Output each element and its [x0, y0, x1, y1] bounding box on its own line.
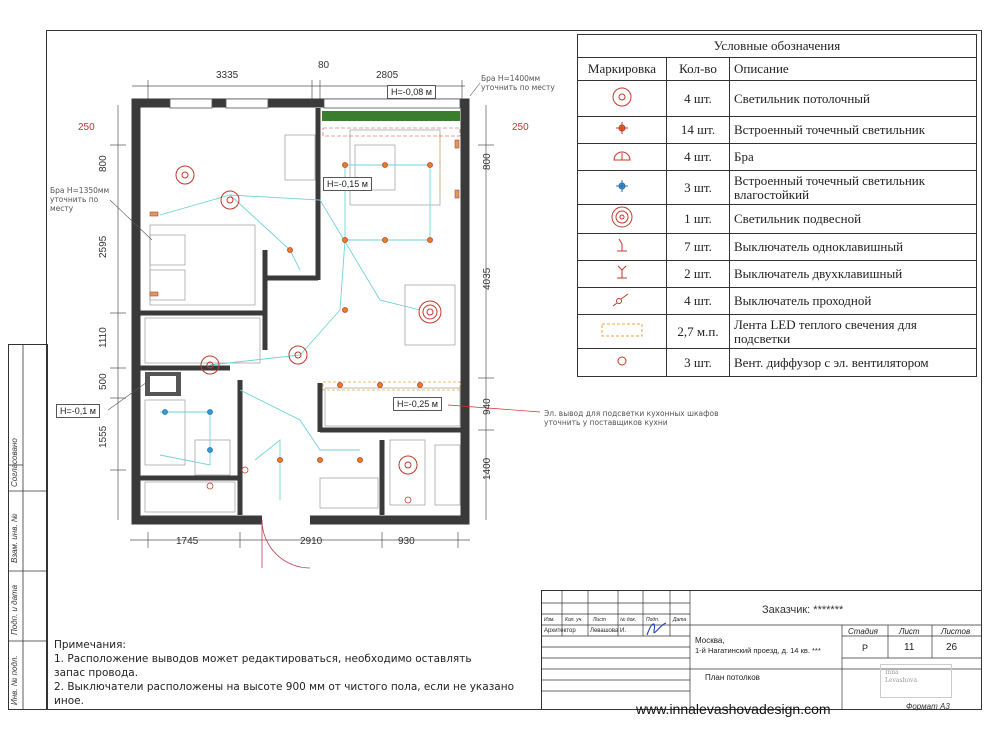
tb-address-2: 1-й Нагатинский проезд, д. 14 кв. ***: [695, 646, 821, 655]
legend-row: [578, 349, 977, 377]
wiring: [160, 165, 430, 500]
legend-desc: Светильник подвесной: [730, 205, 977, 234]
legend-desc: Лента LED теплого свечения для подсветки: [730, 315, 977, 349]
tb-address-1: Москва,: [695, 636, 725, 645]
height-mark-008: Н=-0,08 м: [387, 85, 436, 99]
tb-sheet-label: Лист: [899, 627, 920, 636]
led-strip-green: [322, 111, 460, 121]
dim-right-250: 250: [512, 122, 529, 133]
waterproof-spot-icon: [614, 178, 630, 194]
vent-diffuser-icon: [615, 354, 629, 368]
dim-top-1: 3335: [216, 70, 239, 81]
dim-right-1400: 1400: [482, 457, 493, 480]
legend-row: [578, 205, 977, 234]
dim-top-3: 2805: [376, 70, 399, 81]
legend-desc: Встроенный точечный светильник влагостойкий: [730, 171, 977, 205]
legend-desc: Выключатель двухклавишный: [730, 261, 977, 288]
legend-row: [578, 315, 977, 349]
legend-qty: 14 шт.: [667, 117, 730, 144]
legend-desc: Светильник потолочный: [730, 81, 977, 117]
stamp-agreed: Согласовано: [10, 438, 19, 487]
legend-row: [578, 261, 977, 288]
legend-qty: 4 шт.: [667, 144, 730, 171]
dim-bottom-2: 2910: [300, 536, 323, 547]
legend-qty: 3 шт.: [667, 349, 730, 377]
tb-role: Архитектор: [544, 628, 576, 634]
tb-h-izm: Изм.: [544, 617, 555, 623]
dim-top-2: 80: [318, 60, 330, 71]
legend-qty: 4 шт.: [667, 81, 730, 117]
website-url[interactable]: www.innalevashovadesign.com: [636, 701, 831, 717]
dim-right-940: 940: [482, 398, 493, 415]
legend-row: [578, 81, 977, 117]
height-mark-01: Н=-0,1 м: [56, 404, 100, 418]
tb-h-kol: Кол. уч.: [565, 617, 583, 623]
format-label: Формат А3: [906, 702, 950, 711]
dim-bottom-1: 1745: [176, 536, 199, 547]
legend-qty: 2,7 м.п.: [667, 315, 730, 349]
tb-h-list: Лист: [593, 617, 606, 623]
legend-row: [578, 288, 977, 315]
single-switch-icon: [614, 236, 630, 254]
legend-qty: 1 шт.: [667, 205, 730, 234]
tb-person: Левашова И.: [590, 628, 626, 634]
note-bra-1350: Бра Н=1350мм уточнить по месту: [50, 186, 110, 213]
pendant-light-icon: [610, 205, 634, 229]
interior-walls: [140, 108, 462, 515]
legend-desc: Вент. диффузор с эл. вентилятором: [730, 349, 977, 377]
legend-row: [578, 171, 977, 205]
wall-sconce-icon: [611, 148, 633, 162]
legend-qty: 7 шт.: [667, 234, 730, 261]
spot-light-icon: [614, 120, 630, 136]
tb-stage: Р: [862, 643, 869, 653]
legend-col-qty: Кол-во: [667, 58, 730, 81]
legend-desc: Выключатель проходной: [730, 288, 977, 315]
stamp-inv-orig: Инв. № подл.: [10, 655, 19, 705]
height-mark-025: Н=-0,25 м: [393, 397, 442, 411]
dim-left-1110: 1110: [98, 327, 109, 348]
furniture: [145, 130, 460, 512]
legend-desc: Выключатель одноклавишный: [730, 234, 977, 261]
tb-sheet-number: 11: [904, 642, 915, 653]
dim-right-4035: 4035: [482, 267, 493, 290]
tb-h-doc: № док.: [620, 617, 637, 623]
dim-left-250: 250: [78, 122, 95, 133]
signature-mark: [644, 619, 670, 639]
stamp-sign-date: Подп. и дата: [10, 584, 19, 635]
logo-box: [880, 664, 952, 698]
notes-block: [54, 638, 534, 708]
left-stamp: [8, 344, 48, 710]
tb-sheets-label: Листов: [941, 627, 971, 636]
dim-left-500: 500: [98, 373, 109, 390]
led-strip-icon: [600, 321, 644, 339]
legend-row: [578, 144, 977, 171]
dim-left-2595: 2595: [98, 235, 109, 258]
waterproof-spots: [163, 410, 213, 453]
legend-col-desc: Описание: [730, 58, 977, 81]
notes-heading: Примечания:: [54, 639, 126, 651]
note-1: 1. Расположение выводов может редактироваться, необходимо оставлять запас провода.: [54, 653, 472, 679]
legend-qty: 4 шт.: [667, 288, 730, 315]
legend-desc: Встроенный точечный светильник: [730, 117, 977, 144]
dim-left-1555: 1555: [98, 425, 109, 448]
note-kitchen: Эл. вывод для подсветки кухонных шкафов уточнить у поставщиков кухни: [544, 409, 719, 427]
dim-left-800: 800: [98, 155, 109, 172]
legend-row: [578, 234, 977, 261]
tb-h-sign: Подп.: [646, 617, 660, 623]
logo-text: Inna Levashova: [885, 669, 918, 684]
note-2: 2. Выключатели расположены на высоте 900 мм от чистого пола, если не указано иное.: [54, 681, 514, 707]
note-bra-1400: Бра Н=1400мм уточнить по месту: [481, 74, 555, 92]
sconces: [150, 140, 459, 296]
legend-qty: 3 шт.: [667, 171, 730, 205]
ceiling-light-icon: [610, 85, 634, 109]
tb-h-date: Дата: [673, 617, 687, 623]
title-block: [541, 590, 981, 709]
double-switch-icon: [614, 263, 630, 281]
legend-row: [578, 117, 977, 144]
height-mark-015: Н=-0,15 м: [323, 177, 372, 191]
legend-desc: Бра: [730, 144, 977, 171]
tb-sheet-title: План потолков: [705, 673, 760, 682]
dim-right-800: 800: [482, 153, 493, 170]
tb-stage-label: Стадия: [848, 627, 878, 636]
legend-col-marking: Маркировка: [578, 58, 667, 81]
legend-title: Условные обозначения: [578, 35, 977, 58]
callout-leaders: [108, 83, 480, 410]
legend-table: [577, 34, 977, 377]
dim-bottom-3: 930: [398, 536, 415, 547]
tb-sheets-total: 26: [946, 642, 958, 653]
legend-qty: 2 шт.: [667, 261, 730, 288]
stamp-inv-replace: Взам. инв. №: [10, 513, 19, 563]
spot-lights: [278, 163, 433, 463]
pass-switch-icon: [611, 291, 633, 307]
tb-customer: Заказчик: *******: [762, 604, 844, 616]
pendant-light: [419, 301, 441, 323]
